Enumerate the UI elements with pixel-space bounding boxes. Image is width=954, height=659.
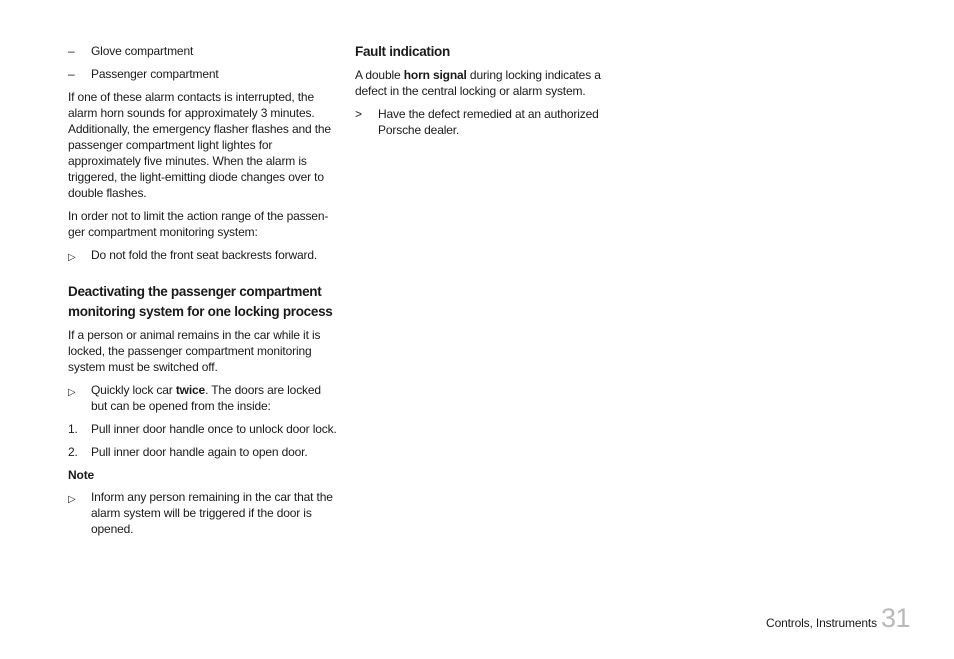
paragraph-fault: A double horn signal during locking indicates a defect in the central locking or alarm system. xyxy=(355,68,601,98)
note-heading: Note xyxy=(68,468,95,482)
page-footer xyxy=(766,604,910,632)
section-heading-fault: Fault indication xyxy=(355,44,450,59)
instruction-step xyxy=(68,247,338,263)
left-column xyxy=(68,43,338,544)
emphasis-twice: twice xyxy=(175,383,206,397)
list-item xyxy=(68,66,338,82)
numbered-step-text: Pull inner door handle again to open door. xyxy=(91,445,308,459)
numbered-step xyxy=(68,444,338,460)
step-number: 1. xyxy=(68,422,78,436)
triangle-right-icon: ▷ xyxy=(68,252,76,263)
instruction-text: Have the defect remedied at an authorized Porsche dealer. xyxy=(378,107,599,137)
instruction-step xyxy=(68,382,338,414)
instruction-step xyxy=(355,106,610,138)
step-marker: > xyxy=(355,107,362,121)
list-item-text: Passenger compartment xyxy=(91,67,219,81)
dash-marker: – xyxy=(68,67,75,81)
list-item xyxy=(68,43,338,59)
triangle-right-icon: ▷ xyxy=(68,494,76,505)
step-number: 2. xyxy=(68,445,78,459)
paragraph-switch-off: If a person or animal remains in the car while it is locked, the passenger compartment monitoring system must be switched off. xyxy=(68,328,321,374)
paragraph-action-range: In order not to limit the action range of the passen-ger compartment monitoring system: xyxy=(68,209,329,239)
triangle-right-icon: ▷ xyxy=(68,387,76,398)
instruction-text: Quickly lock car twice. The doors are locked but can be opened from the inside: xyxy=(91,383,321,413)
page-number: 31 xyxy=(880,603,910,633)
numbered-step xyxy=(68,421,338,437)
list-item-text: Glove compartment xyxy=(91,44,194,58)
section-heading: Deactivating the passenger compartment monitoring system for one locking process xyxy=(68,284,333,319)
paragraph-alarm-contacts: If one of these alarm contacts is interrupted, the alarm horn sounds for approximately 3 minutes. Additionally, the emergency flasher flashes and the passenger compartment light lightes for approximately five minutes. When the alarm is triggered, the light-emitting diode changes over to double flashes. xyxy=(68,90,331,200)
instruction-text: Inform any person remaining in the car that the alarm system will be triggered if the door is opened. xyxy=(91,490,333,536)
dash-marker: – xyxy=(68,44,75,58)
right-column xyxy=(355,43,610,145)
instruction-step xyxy=(68,489,338,537)
footer-section-title: Controls, Instruments xyxy=(766,616,877,630)
numbered-step-text: Pull inner door handle once to unlock door lock. xyxy=(91,422,337,436)
emphasis-horn-signal: horn signal xyxy=(403,68,467,82)
instruction-text: Do not fold the front seat backrests forward. xyxy=(91,248,318,262)
